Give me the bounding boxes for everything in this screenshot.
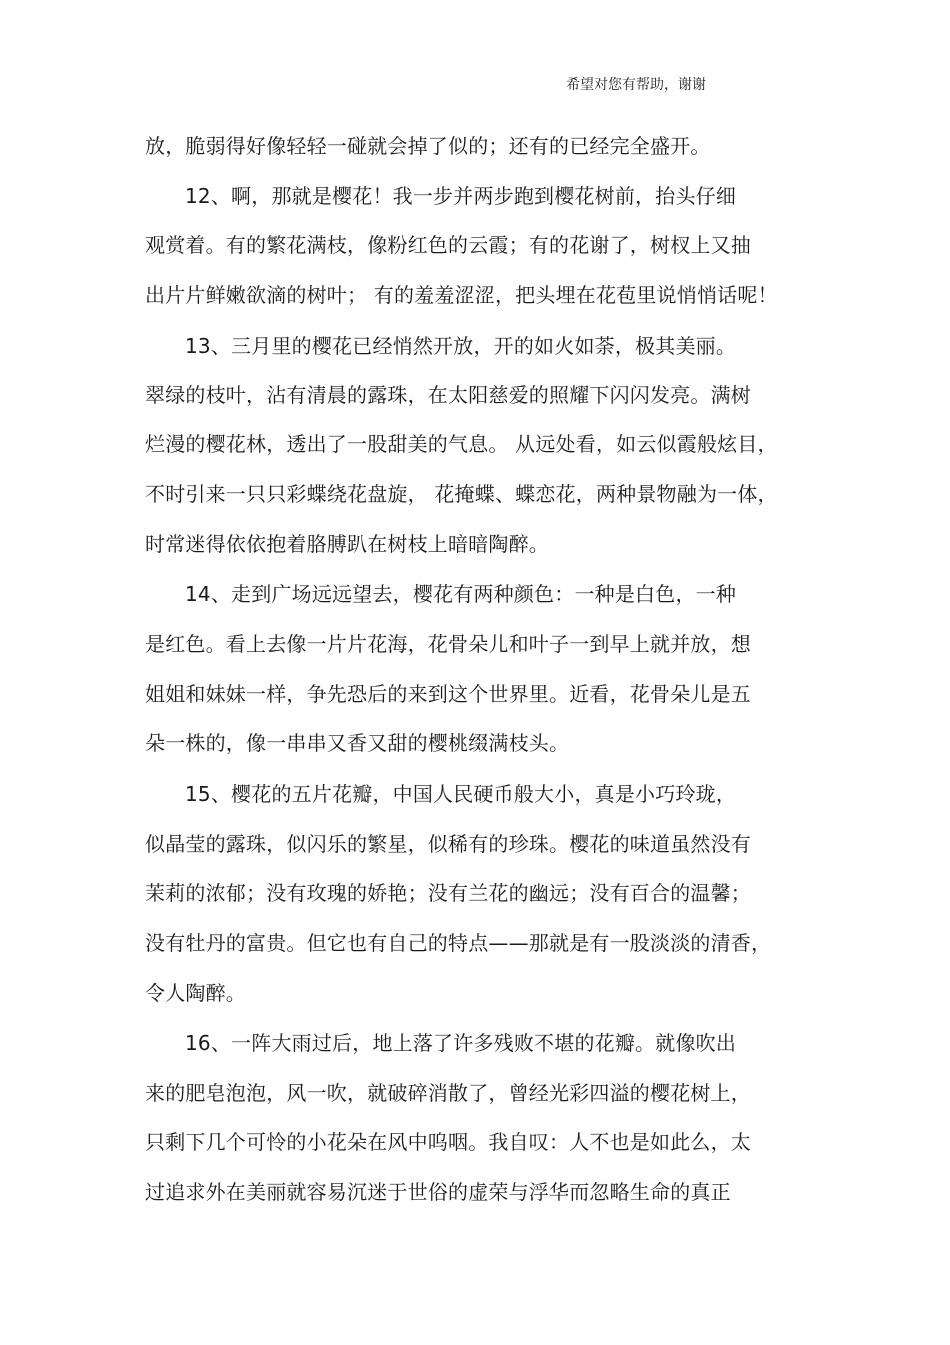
text-line: 只剩下几个可怜的小花朵在风中呜咽。我自叹：人不也是如此么，太 (145, 1130, 751, 1154)
text-line: 来的肥皂泡泡，风一吹，就破碎消散了，曾经光彩四溢的樱花树上， (145, 1081, 751, 1105)
paragraph-14-first-line: 14、走到广场远远望去，樱花有两种颜色：一种是白色，一种 (185, 582, 737, 606)
paragraph-13-first-line: 13、三月里的樱花已经悄然开放，开的如火如荼，极其美丽。 (185, 334, 737, 358)
text-line: 茉莉的浓郁；没有玫瑰的娇艳；没有兰花的幽远；没有百合的温馨； (145, 881, 751, 905)
paragraph-15-first-line: 15、樱花的五片花瓣，中国人民硬币般大小，真是小巧玲珑， (185, 782, 737, 806)
paragraph-12-first-line: 12、啊，那就是樱花！我一步并两步跑到樱花树前，抬头仔细 (185, 184, 737, 208)
text-line: 观赏着。有的繁花满枝，像粉红色的云霞；有的花谢了，树杈上又抽 (145, 233, 751, 257)
text-line: 令人陶醉。 (145, 981, 246, 1005)
text-line: 似晶莹的露珠，似闪乐的繁星，似稀有的珍珠。樱花的味道虽然没有 (145, 832, 751, 856)
text-line: 不时引来一只只彩蝶绕花盘旋， 花掩蝶、蝶恋花，两种景物融为一体， (145, 482, 778, 506)
text-line: 烂漫的樱花林，透出了一股甜美的气息。 从远处看，如云似霞般炫目， (145, 432, 778, 456)
text-line: 是红色。看上去像一片片花海，花骨朵儿和叶子一到早上就并放，想 (145, 632, 751, 656)
text-line: 翠绿的枝叶，沾有清晨的露珠，在太阳慈爱的照耀下闪闪发亮。满树 (145, 383, 751, 407)
text-line: 没有牡丹的富贵。但它也有自己的特点——那就是有一股淡淡的清香， (145, 931, 772, 955)
text-line: 姐姐和妹妹一样，争先恐后的来到这个世界里。近看，花骨朵儿是五 (145, 682, 751, 706)
text-line: 出片片鲜嫩欲滴的树叶； 有的羞羞涩涩，把头埋在花苞里说悄悄话呢！ (145, 283, 778, 307)
paragraph-16-first-line: 16、一阵大雨过后，地上落了许多残败不堪的花瓣。就像吹出 (185, 1031, 737, 1055)
text-line: 朵一株的，像一串串又香又甜的樱桃缀满枝头。 (145, 731, 570, 755)
text-line: 过追求外在美丽就容易沉迷于世俗的虚荣与浮华而忽略生命的真正 (145, 1180, 731, 1204)
text-line: 放，脆弱得好像轻轻一碰就会掉了似的；还有的已经完全盛开。 (145, 134, 711, 158)
header-note: 希望对您有帮助，谢谢 (566, 77, 706, 93)
text-line: 时常迷得依依抱着胳膊趴在树枝上暗暗陶醉。 (145, 532, 549, 556)
